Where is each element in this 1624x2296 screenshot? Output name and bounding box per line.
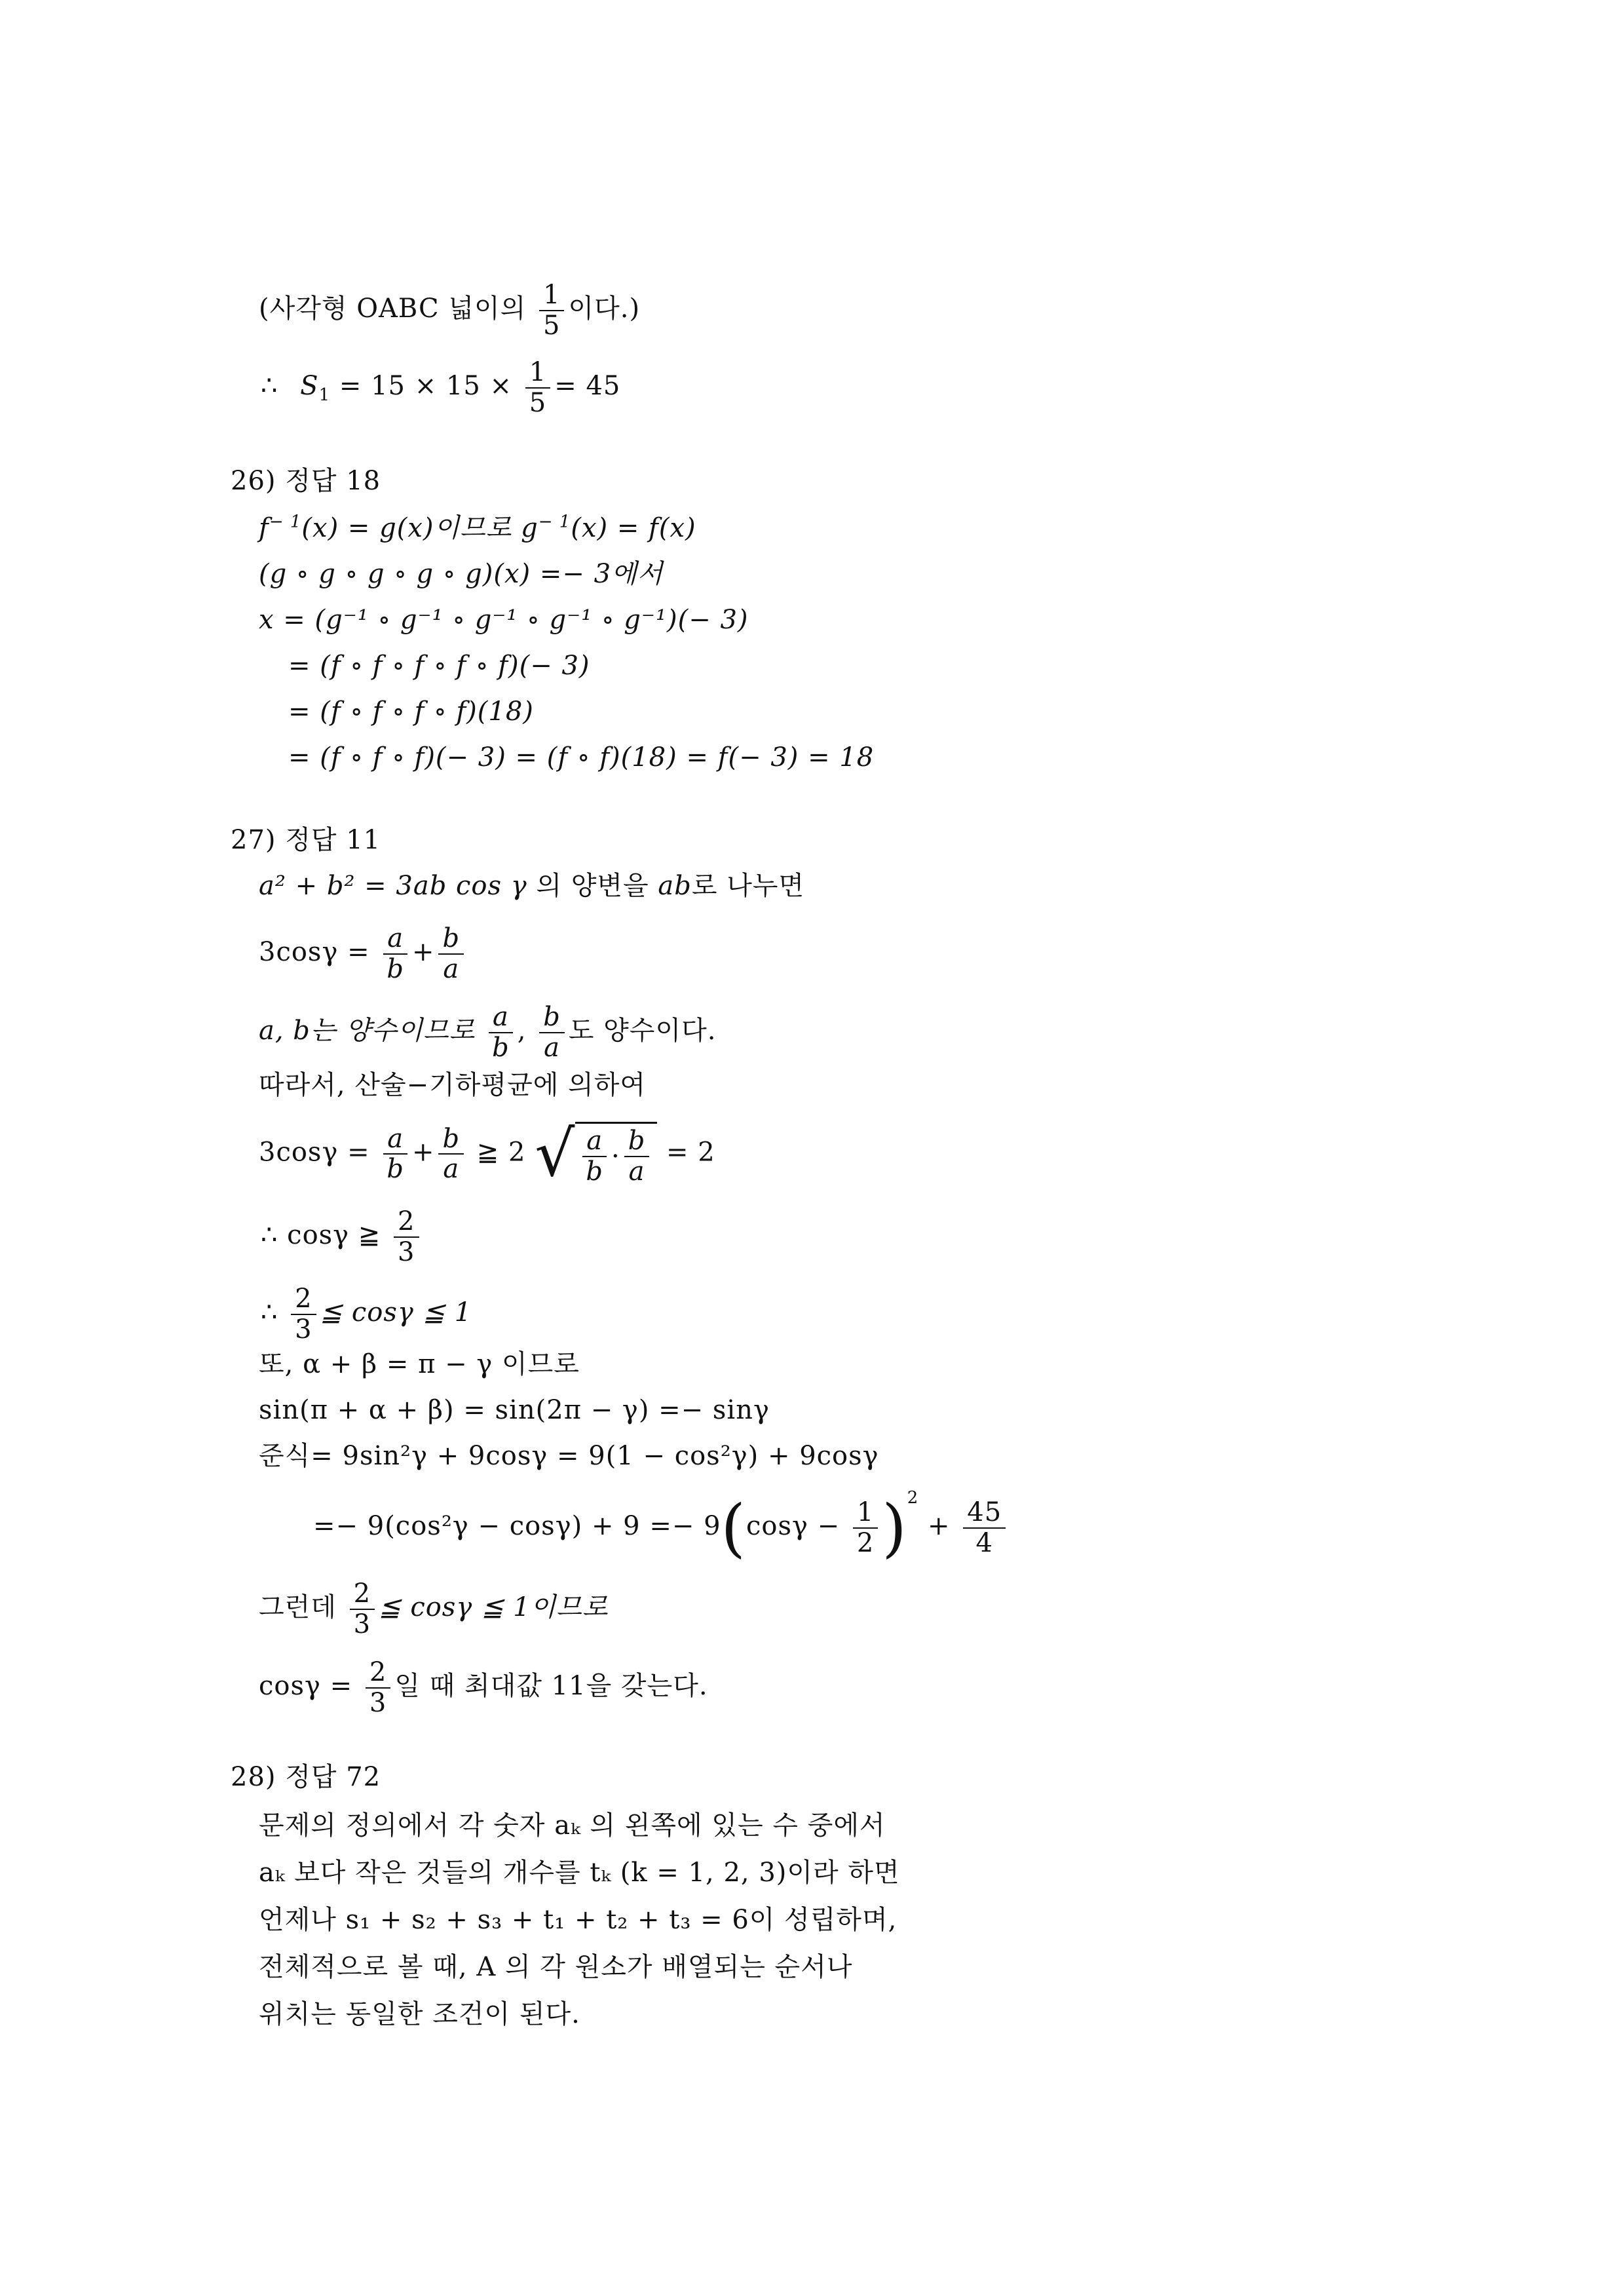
q28-line-2: aₖ 보다 작은 것들의 개수를 tₖ (k = 1, 2, 3)이라 하면 (259, 1858, 900, 1888)
q27-line-7: ∴ $\frac{2}{3}$ ≦ cosγ ≦ 1 (261, 1284, 472, 1345)
q28-line-4: 전체적으로 볼 때, A 의 각 원소가 배열되는 순서나 (259, 1952, 853, 1982)
fraction: $\frac{1}{5}$ (539, 280, 564, 341)
q26-line-6: = (f ∘ f ∘ f)(− 3) = (f ∘ f)(18) = f(− 3) = 18 (288, 742, 875, 773)
q26-line-2: (g ∘ g ∘ g ∘ g ∘ g)(x) =− 3에서 (259, 559, 664, 589)
q26-line-1: $f^{- 1}(x) = g(x)$이므로 $g^{- 1}(x) = f(x)$ (259, 512, 696, 543)
area-note-line: (사각형 OABC 넓이의 $\frac{1}{5}$ 이다.) (259, 280, 641, 341)
q26-line-4: = (f ∘ f ∘ f ∘ f ∘ f)(− 3) (288, 651, 590, 681)
fraction: $\frac{a}{b}$ (383, 1124, 408, 1185)
q27-line-13: cosγ = $\frac{2}{3}$ 일 때 최대값 11을 갖는다. (259, 1657, 708, 1718)
fraction: $\frac{b}{a}$ (438, 1124, 464, 1185)
q27-line-2: 3cosγ = $\frac{a}{b}$ + $\frac{b}{a}$ (259, 924, 468, 984)
q27-line-4: 따라서, 산술−기하평균에 의하여 (259, 1070, 646, 1100)
q27-line-8: 또, α + β = π − γ 이므로 (259, 1349, 580, 1379)
left-paren-icon: ( (721, 1491, 746, 1565)
q28-line-5: 위치는 동일한 조건이 된다. (259, 1999, 580, 2029)
fraction: $\frac{a}{b}$ (582, 1126, 607, 1187)
q28-heading: 28) 정답 72 (231, 1762, 381, 1792)
q28-line-3: 언제나 s₁ + s₂ + s₃ + t₁ + t₂ + t₃ = 6이 성립하며, (259, 1905, 897, 1935)
q27-line-10: 준식= 9sin²γ + 9cosγ = 9(1 − cos²γ) + 9cosγ (259, 1441, 879, 1471)
fraction: $\frac{b}{a}$ (438, 924, 464, 984)
q27-line-1: a² + b² = 3ab cos γ 의 양변을 ab로 나누면 (259, 871, 805, 901)
q26-line-5: = (f ∘ f ∘ f ∘ f)(18) (288, 697, 534, 727)
fraction: $\frac{b}{a}$ (624, 1126, 650, 1187)
fraction: $\frac{2}{3}$ (350, 1579, 375, 1639)
q27-line-11: =− 9(cos²γ − cosγ) + 9 =− 9(cosγ − $\frac{1}{2}$ )$^2$ + $\frac{45}{4}$ (313, 1497, 1010, 1559)
fraction: $\frac{a}{b}$ (488, 1003, 514, 1063)
q26-line-3: x = (g⁻¹ ∘ g⁻¹ ∘ g⁻¹ ∘ g⁻¹ ∘ g⁻¹)(− 3) (259, 605, 749, 635)
right-paren-icon: ) (882, 1491, 907, 1565)
square-root: √ $\frac{a}{b}$ · $\frac{b}{a}$ (535, 1122, 657, 1187)
q27-line-3: a, b는 양수이므로 $\frac{a}{b}$ , $\frac{b}{a}$ 도 양수이다. (259, 1002, 717, 1063)
q27-line-12: 그런데 $\frac{2}{3}$ ≦ cosγ ≦ 1이므로 (259, 1578, 609, 1639)
fraction: $\frac{2}{3}$ (291, 1284, 316, 1345)
q27-line-9: sin(π + α + β) = sin(2π − γ) =− sinγ (259, 1395, 770, 1425)
q27-heading: 27) 정답 11 (231, 825, 381, 855)
q26-heading: 26) 정답 18 (231, 466, 381, 496)
fraction: $\frac{2}{3}$ (366, 1658, 390, 1718)
q27-line-6: ∴ cosγ ≧ $\frac{2}{3}$ (261, 1207, 423, 1267)
q28-line-1: 문제의 정의에서 각 숫자 aₖ 의 왼쪽에 있는 수 중에서 (259, 1810, 886, 1841)
fraction: $\frac{a}{b}$ (383, 924, 408, 984)
fraction: $\frac{1}{5}$ (525, 358, 550, 418)
fraction: $\frac{2}{3}$ (394, 1207, 419, 1267)
fraction: $\frac{1}{2}$ (853, 1498, 878, 1558)
radical-sign-icon: √ (535, 1117, 576, 1191)
s1-result-line: ∴ $S_1 = 15 \times 15$ × $\frac{1}{5}$ = 45 (261, 357, 621, 418)
fraction: $\frac{b}{a}$ (539, 1003, 565, 1063)
fraction: $\frac{45}{4}$ (963, 1498, 1006, 1558)
q27-line-5: 3cosγ = $\frac{a}{b}$ + $\frac{b}{a}$ ≧ 2 √ $\frac{a}{b}$ · $\frac{b}{a}$ = 2 (259, 1117, 715, 1191)
